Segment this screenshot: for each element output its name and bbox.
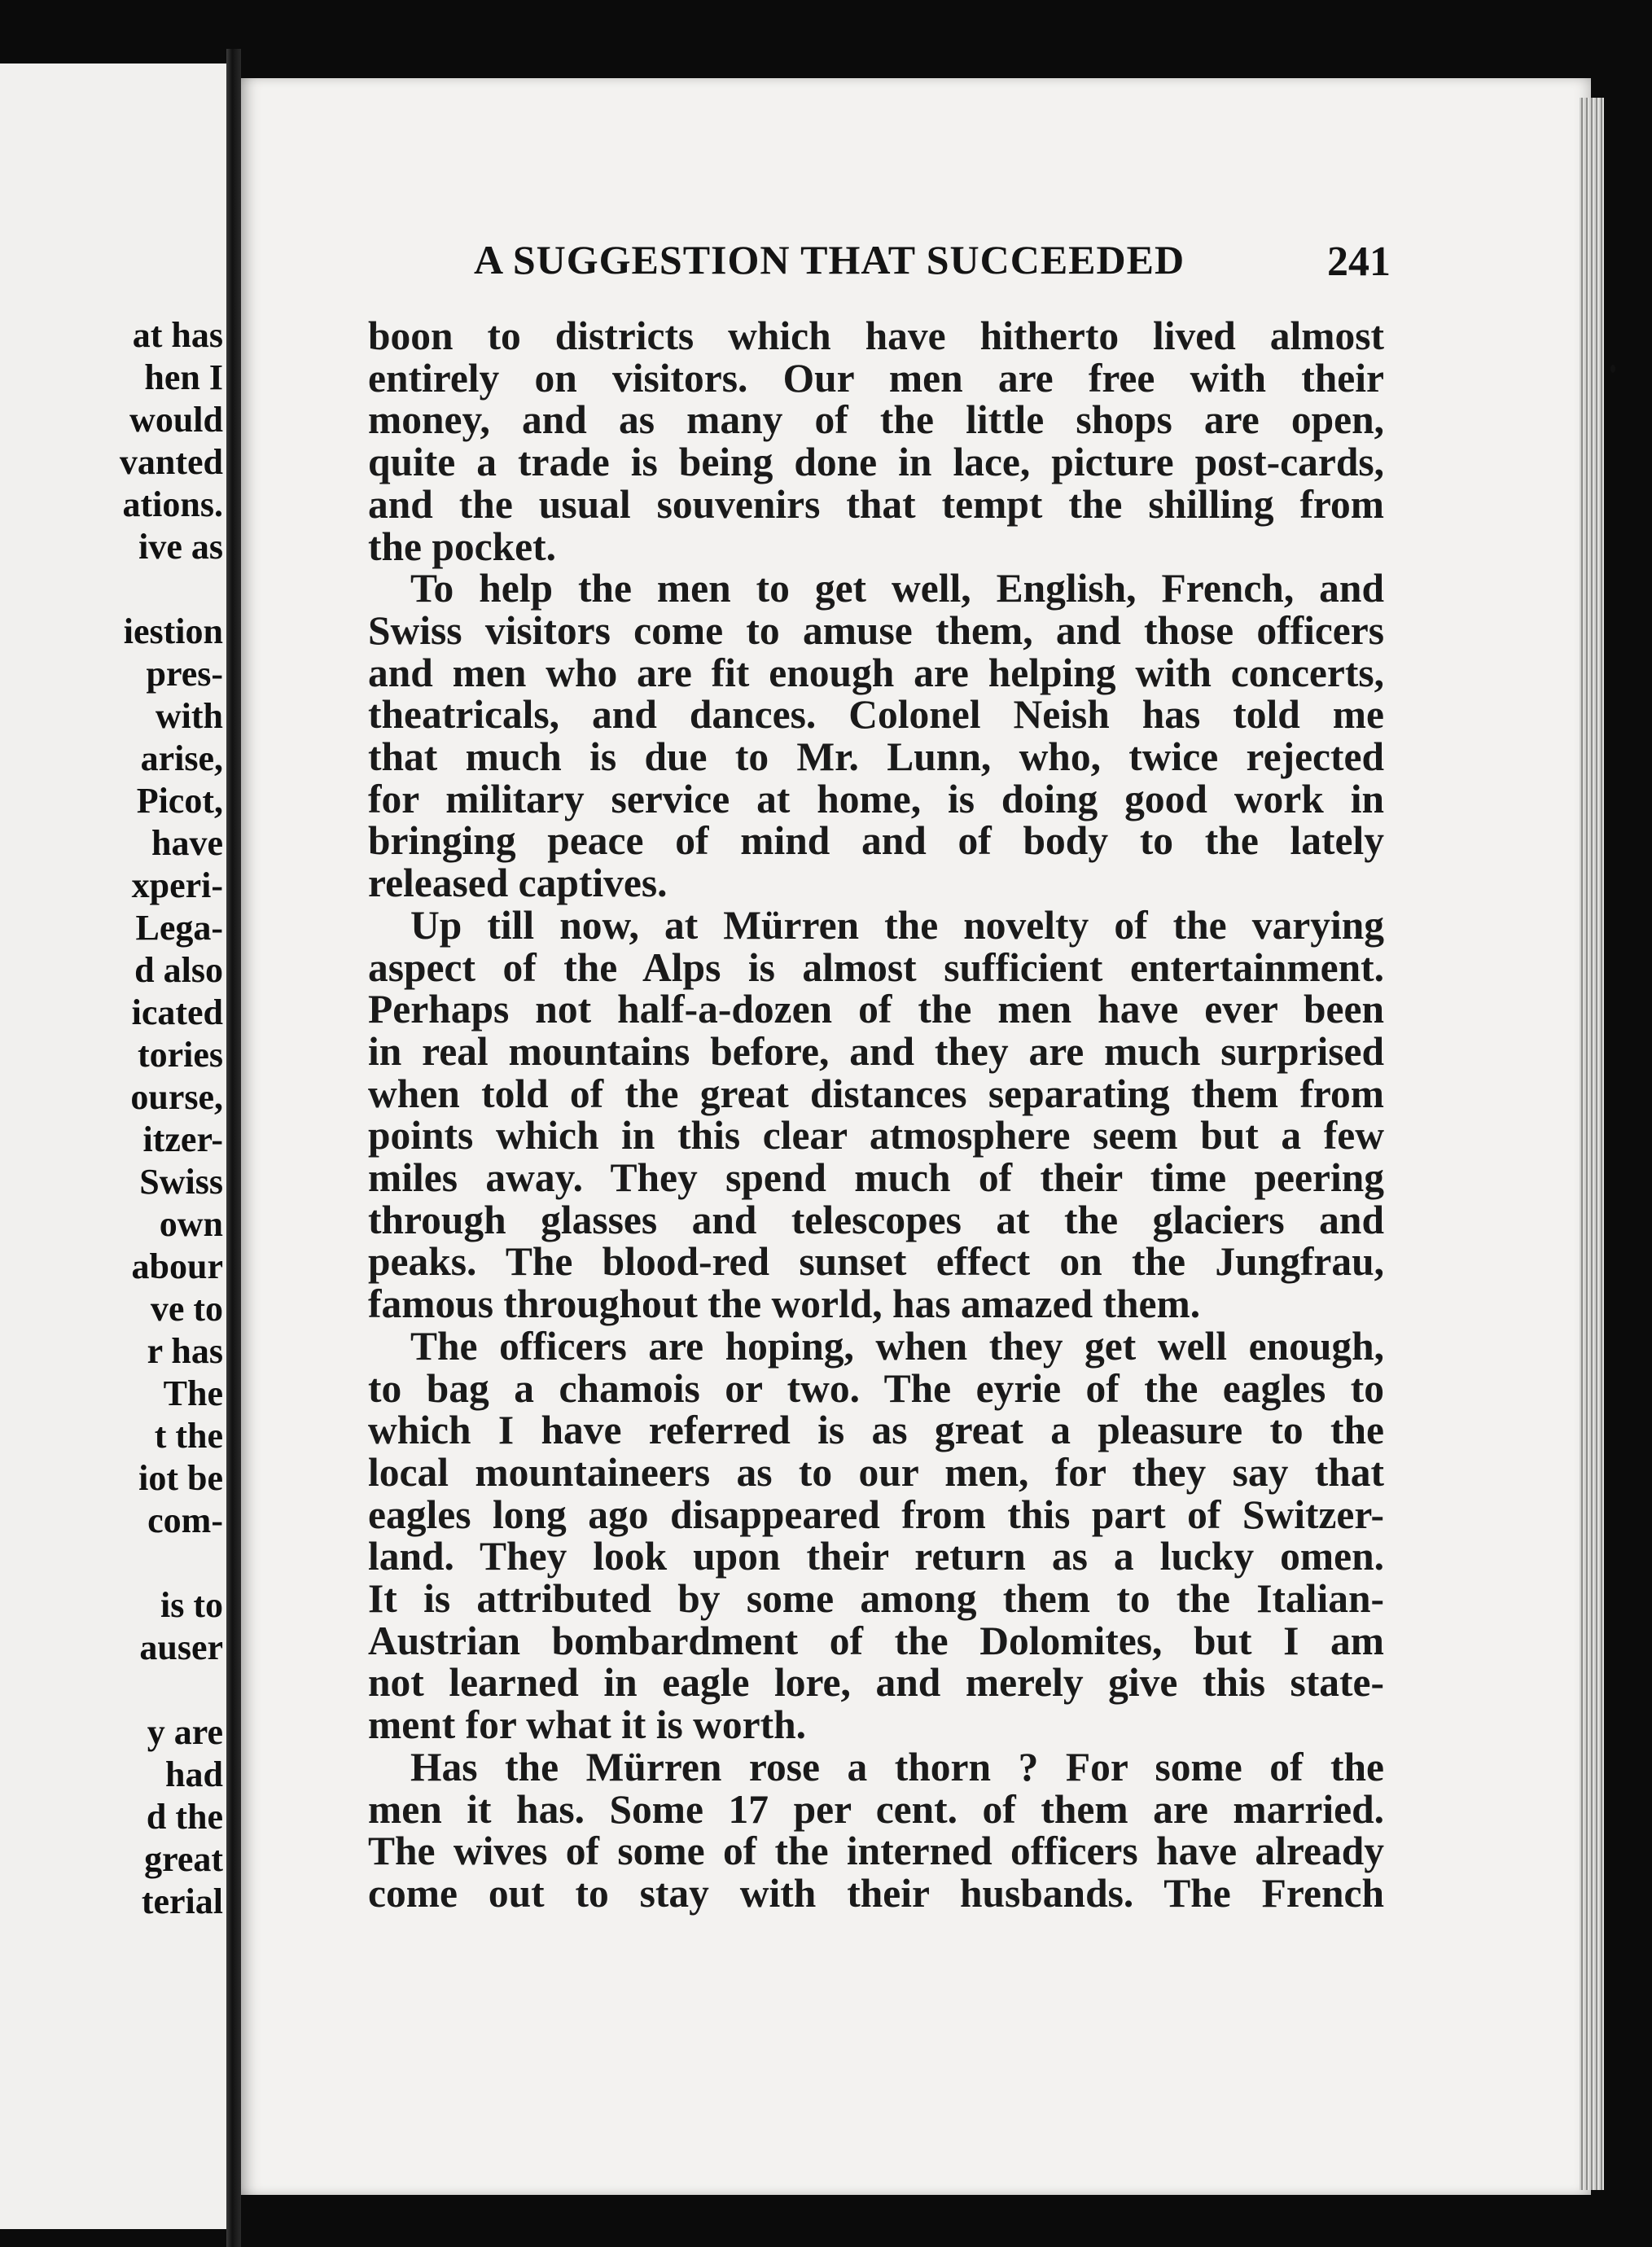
text-line: To help the men to get well, English, French, and [410,566,1384,611]
text-line: for military service at home, is doing good work in [368,776,1384,821]
text-line: come out to stay with their husbands. The French [368,1870,1384,1916]
left-page-line: The [163,1373,223,1413]
scan-speck [1610,365,1615,373]
left-page-line: d also [134,950,223,990]
text-line: which I have referred is as great a pleasure to the [368,1408,1384,1453]
left-page-line: with [155,696,223,736]
left-page-line: iot be [138,1458,223,1498]
text-line: men it has. Some 17 per cent. of them are married. [368,1786,1384,1832]
text-line: It is attributed by some among them to the Italian- [368,1576,1384,1621]
text-line: when told of the great distances separating them from [368,1071,1384,1116]
text-line: ment for what it is worth. [368,1702,807,1748]
text-line: to bag a chamois or two. The eyrie of the eagles to [368,1365,1384,1411]
left-page-line: ve to [150,1289,223,1329]
text-line: boon to districts which have hitherto lived almost [368,313,1384,358]
text-line: the pocket. [368,523,556,569]
text-line: money, and as many of the little shops are open, [368,397,1384,443]
text-line: through glasses and telescopes at the glaciers and [368,1197,1384,1242]
left-page-line: r has [147,1331,223,1371]
text-line: miles away. They spend much of their time peering [368,1155,1384,1200]
left-page-fragment [0,64,226,2229]
text-line: local mountaineers as to our men, for they say that [368,1449,1384,1495]
text-line: Perhaps not half-a-dozen of the men have ever been [368,987,1384,1032]
left-page-line: tories [137,1035,223,1075]
left-page-line: abour [131,1246,223,1286]
text-line: not learned in eagle lore, and merely give this state- [368,1660,1384,1706]
text-line: famous throughout the world, has amazed them. [368,1281,1201,1327]
left-page-line: hen I [144,357,223,397]
text-line: that much is due to Mr. Lunn, who, twice rejected [368,734,1384,779]
left-page-line: iestion [123,611,223,651]
text-line: bringing peace of mind and of body to the lately [368,818,1384,864]
left-page-line: would [129,400,223,440]
text-line: released captives. [368,861,668,906]
left-page-line: at has [132,315,223,355]
left-page-line: Lega- [135,908,223,948]
left-page-line: is to [160,1585,223,1625]
left-page-line: Picot, [136,781,223,821]
text-line: entirely on visitors. Our men are free with their [368,355,1384,401]
left-page-line: icated [131,992,223,1032]
left-page-line: had [165,1754,223,1794]
text-line: and the usual souvenirs that tempt the shilling from [368,481,1384,527]
text-line: Up till now, at Mürren the novelty of the varying [410,902,1384,948]
left-page-line: terial [141,1881,223,1921]
left-page-line: pres- [146,654,223,694]
text-line: quite a trade is being done in lace, picture post-cards, [368,440,1384,485]
left-page-line: arise, [140,738,223,778]
text-line: eagles long ago disappeared from this part of Switzer- [368,1491,1384,1537]
text-line: points which in this clear atmosphere seem but a few [368,1113,1384,1159]
left-page-line: t the [154,1416,223,1456]
text-line: The wives of some of the interned officers have already [368,1829,1384,1874]
text-line: Swiss visitors come to amuse them, and those officers [368,607,1384,653]
left-page-line: itzer- [142,1119,223,1159]
text-line: Has the Mürren rose a thorn ? For some of the [410,1744,1384,1789]
page-number: 241 [1327,239,1391,285]
text-line: Austrian bombardment of the Dolomites, but I am [368,1618,1384,1663]
left-page-line: xperi- [131,865,223,905]
left-page-line: ive as [138,527,223,567]
left-page-line: own [159,1204,223,1244]
left-page-line: ourse, [130,1077,223,1117]
text-line: The officers are hoping, when they get well enough, [410,1323,1384,1369]
page-edge-stack [1580,98,1604,2190]
text-line: peaks. The blood-red sunset effect on the Jungfrau, [368,1239,1384,1285]
left-page-line: d the [146,1797,223,1837]
running-head: A SUGGESTION THAT SUCCEEDED [474,237,1185,283]
left-page-line: Swiss [139,1162,223,1202]
left-page-line: have [151,823,223,863]
text-line: land. They look upon their return as a lucky omen. [368,1534,1384,1579]
left-page-line: auser [139,1627,223,1667]
book-gutter [226,49,241,2247]
text-line: theatricals, and dances. Colonel Neish has told me [368,692,1384,738]
text-line: and men who are fit enough are helping with concerts, [368,650,1384,695]
text-line: aspect of the Alps is almost sufficient entertainment. [368,944,1384,990]
left-page-line: y are [147,1712,223,1752]
left-page-line: ations. [122,484,223,524]
left-page-line: great [144,1839,223,1879]
left-page-line: com- [147,1500,223,1540]
text-line: in real mountains before, and they are much surprised [368,1028,1384,1074]
left-page-line: vanted [119,442,223,482]
